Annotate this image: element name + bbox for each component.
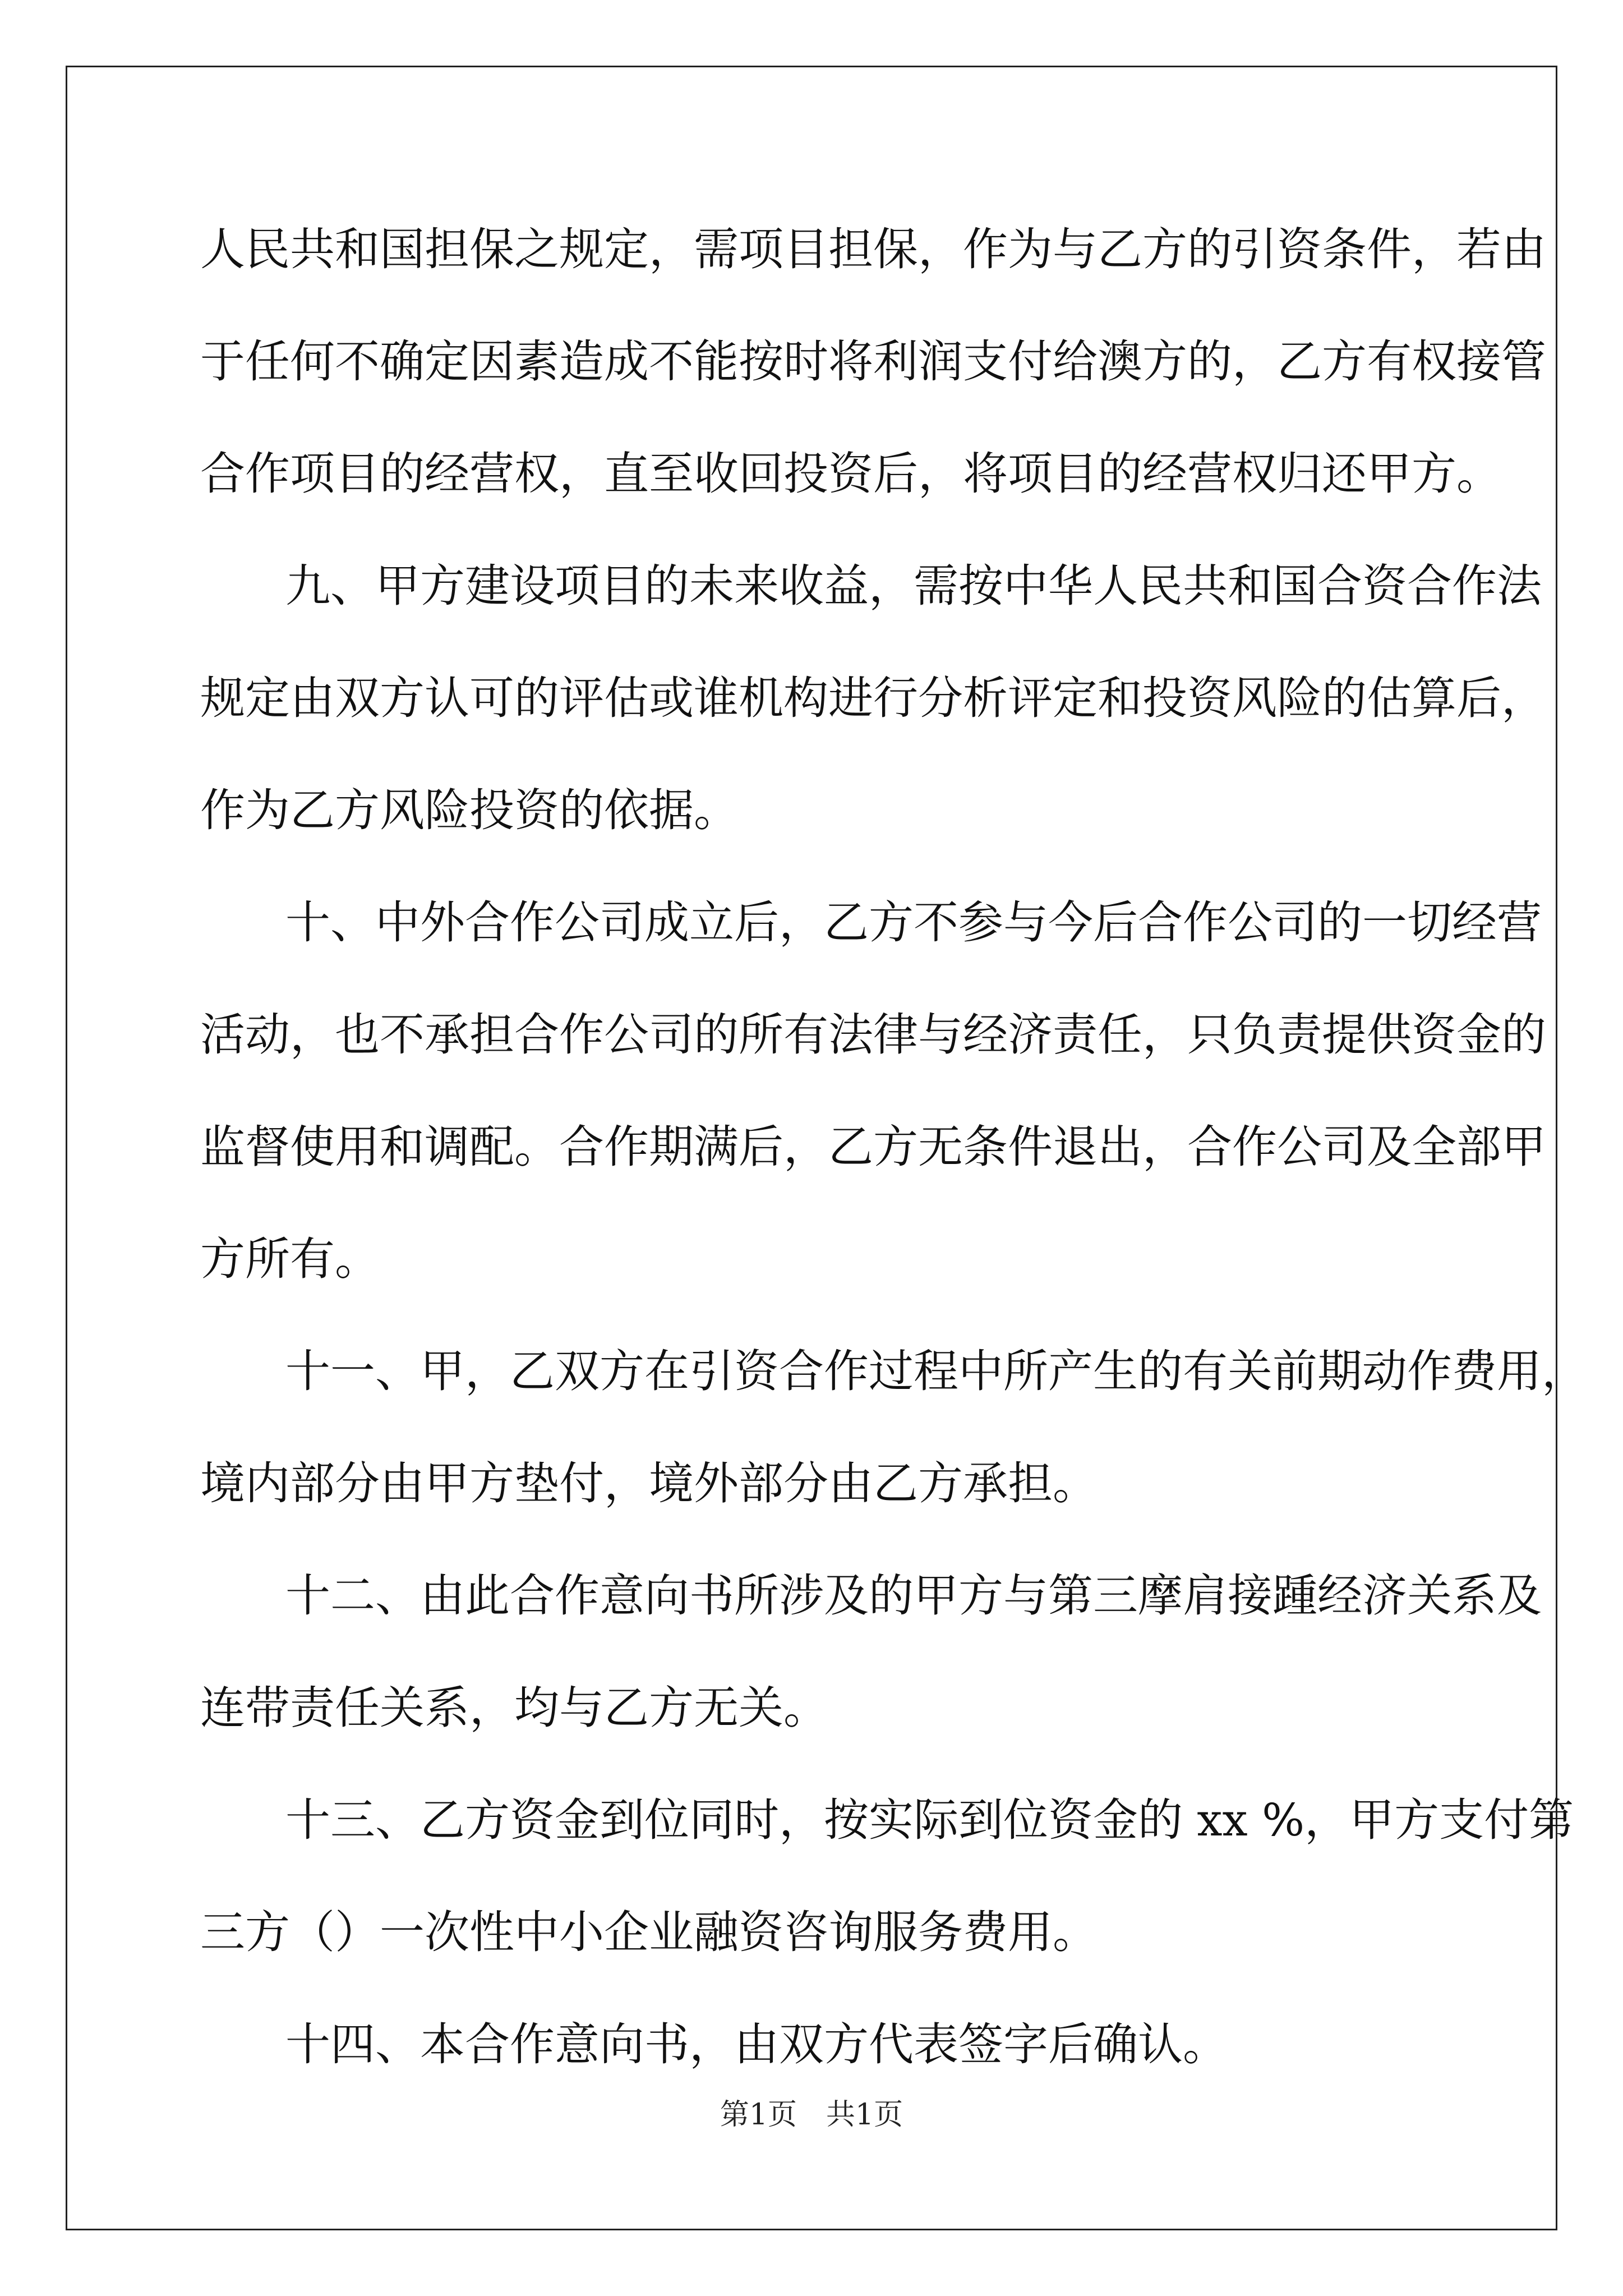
paragraph-11-first-line: 十一、甲，乙双方在引资合作过程中所产生的有关前期动作费用， (285, 1345, 1587, 1397)
text-line: 境内部分由甲方垫付，境外部分由乙方承担。 (200, 1457, 1098, 1510)
text-line: 监督使用和调配。合作期满后，乙方无条件退出，合作公司及全部甲 (200, 1121, 1546, 1173)
text-line: 于任何不确定因素造成不能按时将利润支付给澳方的，乙方有权接管 (200, 335, 1546, 388)
paragraph-12-first-line: 十二、由此合作意向书所涉及的甲方与第三摩肩接踵经济关系及 (285, 1570, 1542, 1622)
paragraph-14-first-line: 十四、本合作意向书，由双方代表签字后确认。 (285, 2018, 1228, 2070)
text-line: 三方（）一次性中小企业融资咨询服务费用。 (200, 1906, 1098, 1958)
page-number-footer: 第1页 共1页 (720, 2098, 903, 2132)
text-line: 活动，也不承担合作公司的所有法律与经济责任，只负责提供资金的 (200, 1009, 1546, 1061)
text-line: 人民共和国担保之规定，需项目担保，作为与乙方的引资条件，若由 (200, 223, 1546, 275)
text-line: 方所有。 (200, 1233, 380, 1285)
text-line: 作为乙方风险投资的依据。 (200, 784, 739, 836)
text-line: 合作项目的经营权，直至收回投资后，将项目的经营权归还甲方。 (200, 448, 1501, 500)
paragraph-9-first-line: 九、甲方建设项目的未来收益，需按中华人民共和国合资合作法 (285, 560, 1542, 612)
paragraph-13-first-line: 十三、乙方资金到位同时，按实际到位资金的 xx %，甲方支付第 (285, 1794, 1574, 1846)
paragraph-10-first-line: 十、中外合作公司成立后，乙方不参与今后合作公司的一切经营 (285, 896, 1542, 949)
text-line: 规定由双方认可的评估或谁机构进行分析评定和投资风险的估算后， (200, 672, 1546, 724)
text-line: 连带责任关系，均与乙方无关。 (200, 1682, 828, 1734)
